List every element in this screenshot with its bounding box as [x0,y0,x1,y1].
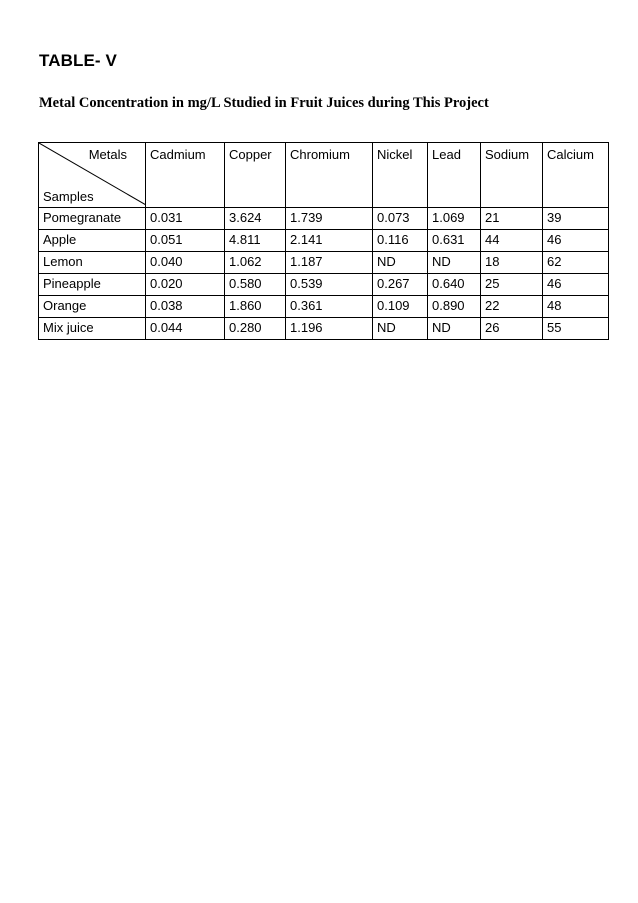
value-cell: ND [428,318,481,340]
value-cell: 3.624 [225,208,286,230]
value-cell: 25 [481,274,543,296]
header-row [39,143,609,208]
value-cell: 0.051 [146,230,225,252]
value-cell: 22 [481,296,543,318]
value-cell: 46 [543,274,609,296]
table-number-heading: TABLE- V [39,51,117,70]
sample-name-cell: Lemon [39,252,146,274]
value-cell: 0.020 [146,274,225,296]
value-cell: 62 [543,252,609,274]
table-row [39,274,609,296]
sample-name-cell: Orange [39,296,146,318]
value-cell: 0.109 [373,296,428,318]
value-cell: 26 [481,318,543,340]
value-cell: 0.031 [146,208,225,230]
sample-name-cell: Pomegranate [39,208,146,230]
metals-axis-label: Metals [88,147,127,162]
value-cell: 0.044 [146,318,225,340]
value-cell: 0.640 [428,274,481,296]
value-cell: 48 [543,296,609,318]
sample-name-cell: Mix juice [39,318,146,340]
column-header-nickel: Nickel [373,143,428,208]
sample-name-cell: Apple [39,230,146,252]
column-header-chromium: Chromium [286,143,373,208]
value-cell: ND [428,252,481,274]
value-cell: 0.116 [373,230,428,252]
column-header-cadmium: Cadmium [146,143,225,208]
value-cell: 46 [543,230,609,252]
value-cell: 1.069 [428,208,481,230]
value-cell: 0.361 [286,296,373,318]
value-cell: 0.280 [225,318,286,340]
value-cell: 0.580 [225,274,286,296]
column-header-copper: Copper [225,143,286,208]
value-cell: 0.038 [146,296,225,318]
table-row [39,296,609,318]
metal-concentration-table [38,142,609,340]
diagonal-corner-cell [39,143,146,208]
value-cell: 18 [481,252,543,274]
value-cell: 0.631 [428,230,481,252]
value-cell: 55 [543,318,609,340]
sample-name-cell: Pineapple [39,274,146,296]
value-cell: 2.141 [286,230,373,252]
value-cell: 44 [481,230,543,252]
table-caption: Metal Concentration in mg/L Studied in Fruit Juices during This Project [39,95,489,111]
value-cell: ND [373,318,428,340]
value-cell: 1.187 [286,252,373,274]
column-header-sodium: Sodium [481,143,543,208]
value-cell: 39 [543,208,609,230]
value-cell: 0.040 [146,252,225,274]
table-row [39,252,609,274]
samples-axis-label: Samples [43,189,94,204]
value-cell: 1.196 [286,318,373,340]
value-cell: 0.539 [286,274,373,296]
value-cell: 1.062 [225,252,286,274]
value-cell: 0.267 [373,274,428,296]
value-cell: 0.890 [428,296,481,318]
value-cell: 1.739 [286,208,373,230]
value-cell: 0.073 [373,208,428,230]
column-header-lead: Lead [428,143,481,208]
value-cell: ND [373,252,428,274]
table-row [39,318,609,340]
table-row [39,230,609,252]
value-cell: 4.811 [225,230,286,252]
value-cell: 1.860 [225,296,286,318]
value-cell: 21 [481,208,543,230]
column-header-calcium: Calcium [543,143,609,208]
table-row [39,208,609,230]
